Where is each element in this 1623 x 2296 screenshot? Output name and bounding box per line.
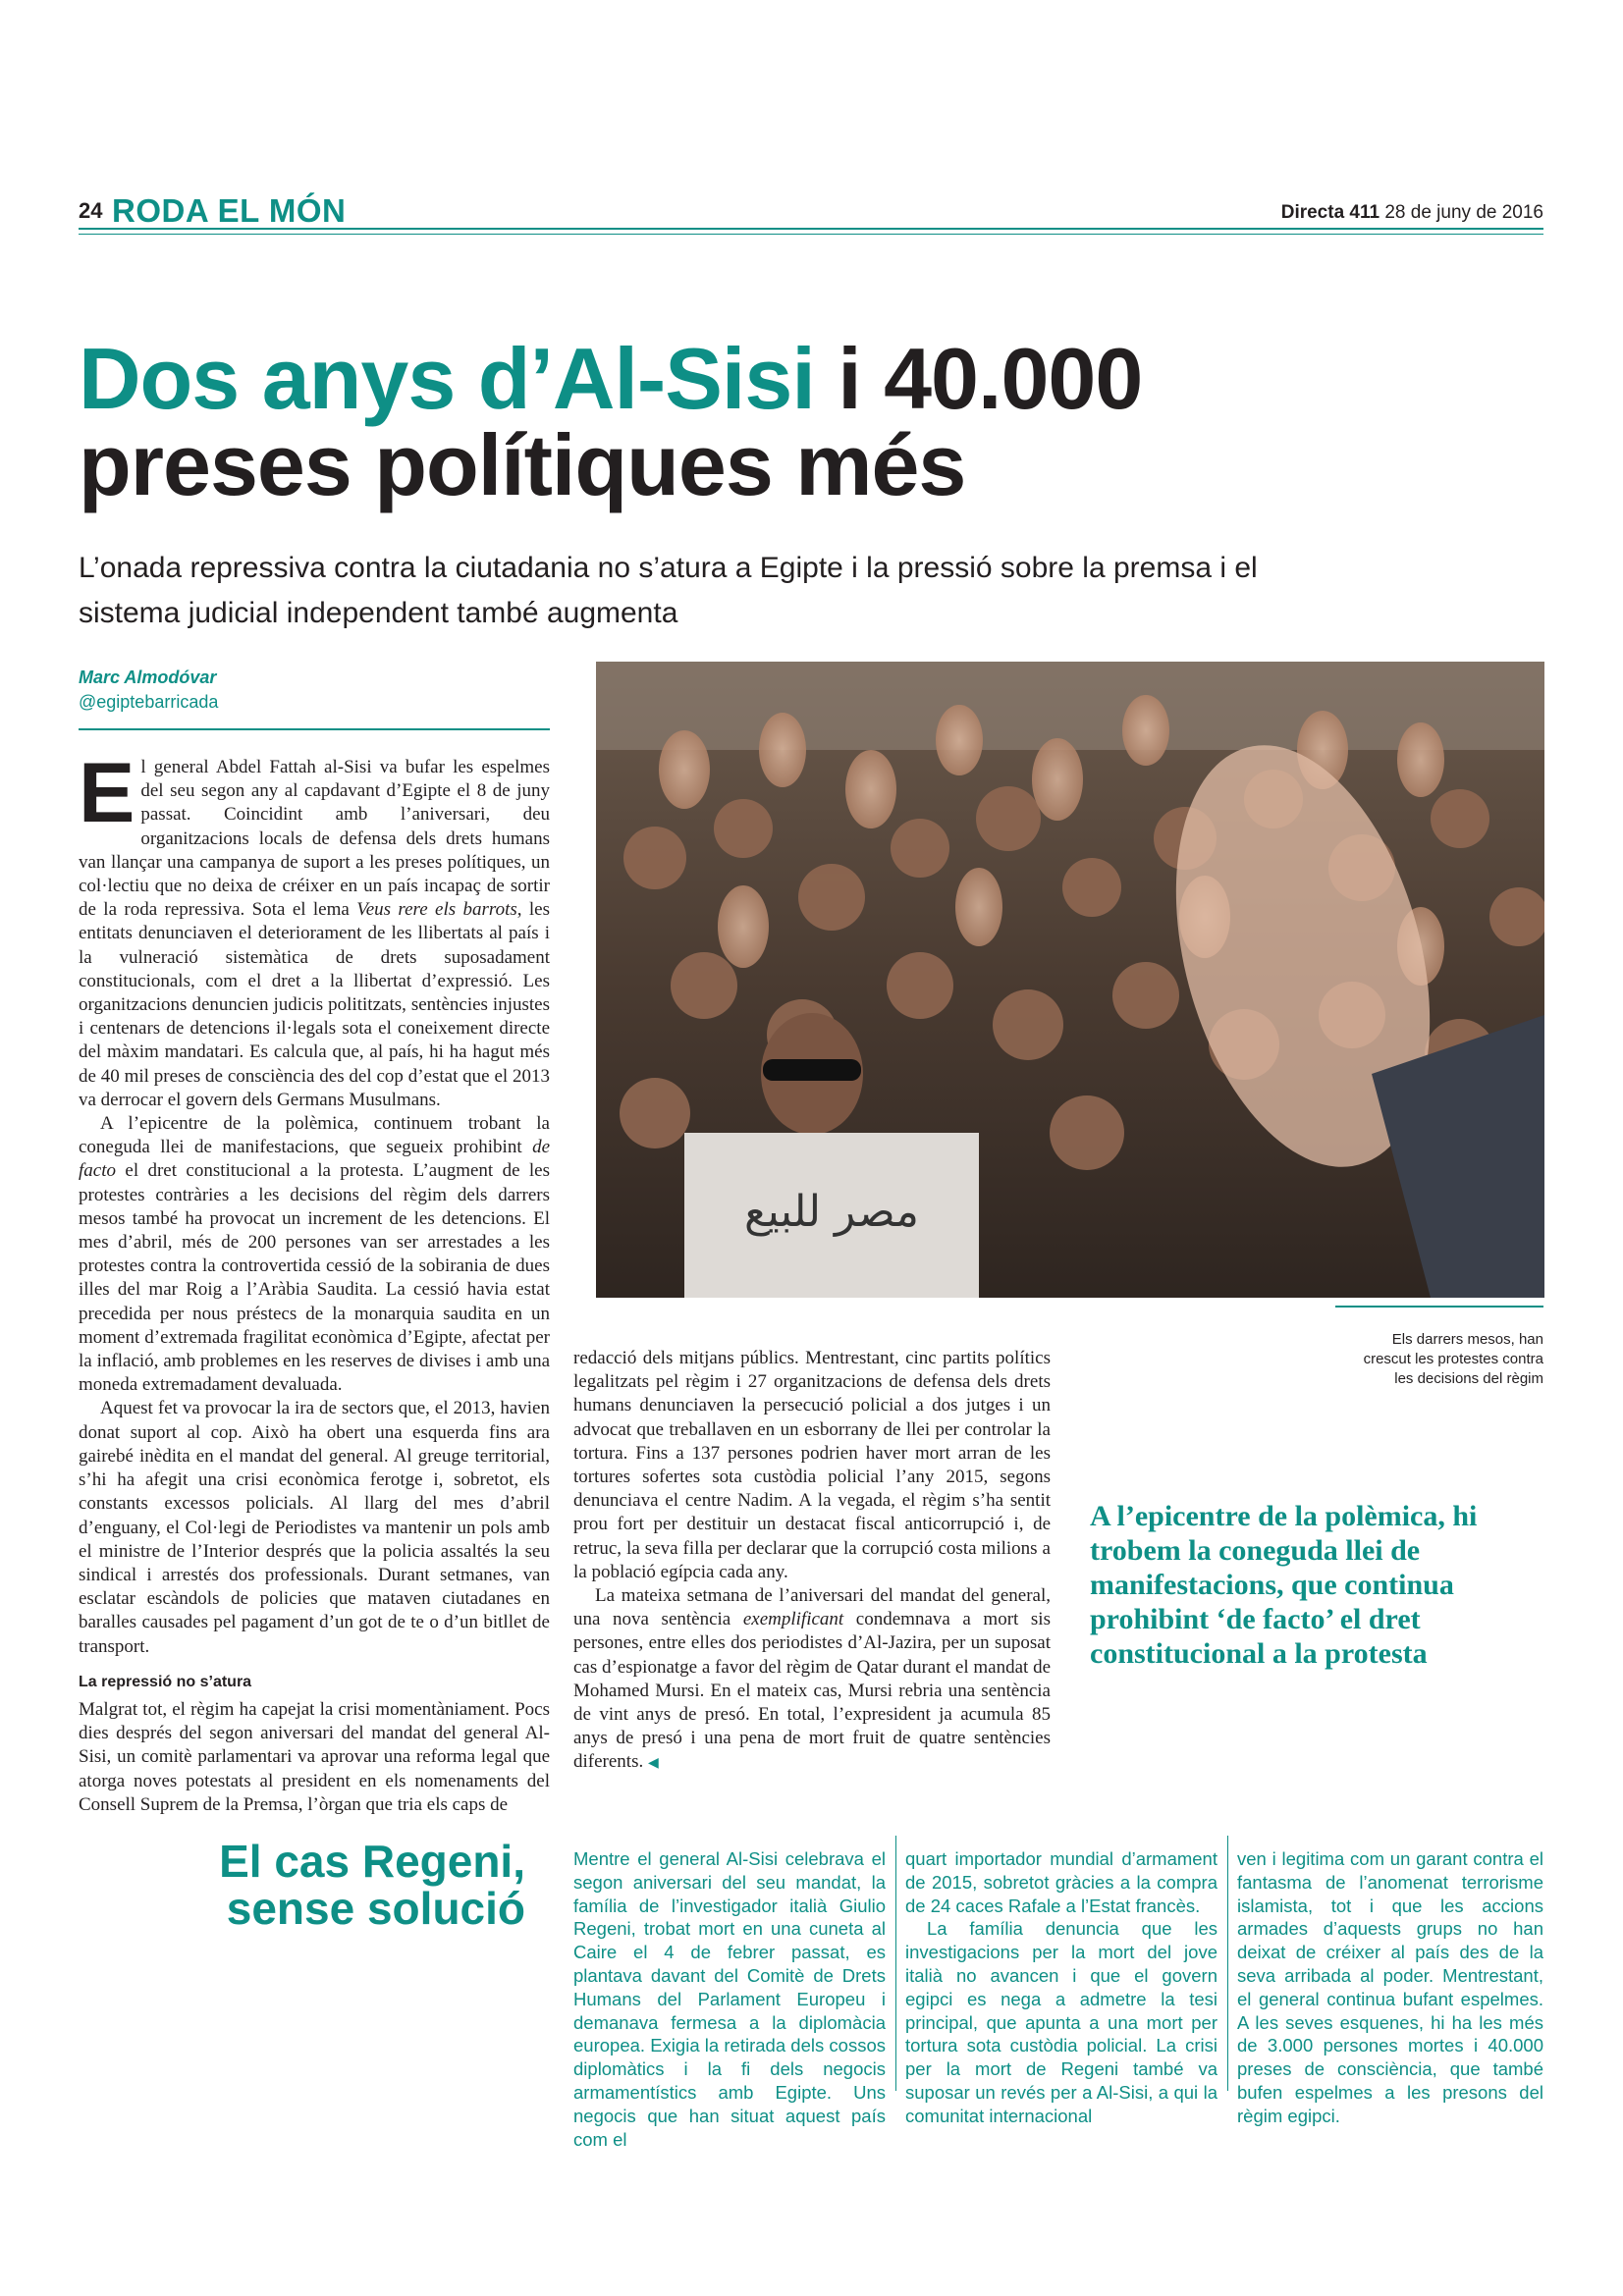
- pull-quote: A l’epicentre de la polèmica, hi trobem la coneguda llei de manifestacions, que continua prohibint ‘de facto’ el dret constitucional a la protesta: [1090, 1500, 1478, 1670]
- issue-date: 28 de juny de 2016: [1384, 202, 1543, 223]
- page-number: 24: [79, 198, 103, 223]
- byline-rule: [79, 728, 550, 730]
- author-name: Marc Almodóvar: [79, 667, 217, 687]
- header-rule-thin: [79, 234, 1543, 235]
- box-paragraph: Mentre el general Al-Sisi celebrava el segon aniversari del seu mandat, la família de l’investigador italià Giulio Regeni, trobat mort en una cuneta al Caire el 4 de febrer passat, es plantava davant del Comitè de Drets Humans del Parlament Europeu i demanava fermesa a la diplomàcia europea. Exigia la retirada dels cossos diplomàtics i la fi dels negocis armamentístics amb Egipte. Uns negocis que han situat aquest país com el: [573, 1848, 886, 2150]
- box-column-2: [905, 1847, 1217, 2128]
- box-column-3: [1237, 1847, 1543, 2128]
- body-paragraph: El general Abdel Fattah al-Sisi va bufar les espelmes del seu segon any al capdavant d’Egipte el 8 de juny passat. Coincidint amb l’aniversari, deu organitzacions locals de defensa dels drets humans van llançar una campanya de suport a les preses polítiques, un col·lectiu que no deixa de créixer en un país incapaç de sortir de la roda repressiva. Sota el lema Veus rere els barrots, les entitats denunciaven el deteriorament de les llibertats al país i la vulneració sistemàtica de drets suposadament constitucionals, com el dret a la llibertat d’expressió. Les organitzacions denuncien judicis polititzats, sentències injustes i centenars de detencions il·legals sota el coneixement directe del màxim mandatari. Es calcula que, al país, hi ha hagut més de 40 mil preses de consciència des del cop d’estat que el 2013 va derrocar el govern dels Germans Musulmans.: [79, 746, 551, 1110]
- body-paragraph: A l’epicentre de la polèmica, continuem trobant la coneguda llei de manifestacions, que segueix prohibint de facto el dret constitucional a la protesta. L’augment de les protestes contràries a les decisions del règim dels darrers mesos també ha provocat un increment de les detencions. El mes d’abril, més de 200 persones van ser arrestades a les protestes contra la controvertida cessió de la sobirania de dues illes del mar Roig a l’Aràbia Saudita. La cessió havia estat precedida per nous préstecs de la monarquia saudita en un moment d’extremada fragilitat econòmica d’Egipte, afectat per la inflació, amb problemes en les reserves de divises i amb una moneda extremadament devaluada.: [79, 1113, 550, 1396]
- box-paragraph: ven i legitima com un garant contra el fantasma de l’anomenat terrorisme islamista, tot i que les accions armades d’aquests grups no han deixat de créixer al país des de la seva arribada al poder. Mentrestant, el general continua bufant espelmes. A les seves esquenes, hi ha les més de 3.000 persones mortes i 40.000 preses de consciència, que també bufen espelmes a les presons del règim egipci.: [1237, 1848, 1543, 2126]
- issue-info: [1281, 202, 1543, 224]
- body-paragraph: redacció dels mitjans públics. Mentrestant, cinc partits polítics legalitzats pel règim i 27 organitzacions de defensa dels drets humans denunciaven la persecució policial a dos jutges i un advocat que treballaven en un esborrany de llei per controlar la tortura. Fins a 137 persones podrien haver mort arran de les tortures sofertes sota custòdia policial l’any 2015, segons denunciava el centre Nadim. A la vegada, el règim s’ha sentit prou fort per destituir un destacat fiscal anticorrupció i, de retruc, la seva filla per declarar que la corrupció costa milions a la població egípcia cada any.: [573, 1348, 1051, 1582]
- box-column-1: [573, 1847, 886, 2151]
- standfirst: L’onada repressiva contra la ciutadania no s’atura a Egipte i la pressió sobre la premsa i el sistema judicial independent també augmenta: [79, 552, 1258, 629]
- headline: [79, 330, 1453, 513]
- caption-rule: [1335, 1306, 1543, 1308]
- subheading: La repressió no s’atura: [79, 1673, 252, 1690]
- body-paragraph: Aquest fet va provocar la ira de sectors que, el 2013, havien donat suport al cop. Això ha obert una esquerda fins ara gairebé inèdita en el mandat del general. Al greuge territorial, s’hi ha afegit una crisi econòmica ferotge i, sobretot, els constants excessos policials. Al llarg del mes d’abril d’enguany, el Col·legi de Periodistes va mantenir un pols amb el ministre de l’Interior després que la policia assaltés la seu sindical i arrestés dos professionals. Durant setmanes, van esclatar escàndols de policies que mataven ciutadanes en baralles causades pel pagament d’un got de te o d’un bitllet de transport.: [79, 1398, 550, 1657]
- box-title: El cas Regeni, sense solució: [219, 1836, 525, 1934]
- body-column-2: [573, 1347, 1051, 1777]
- protest-sign-text: مصر للبيع: [744, 1187, 919, 1237]
- column-divider: [895, 1836, 896, 2091]
- headline-line-2: preses polítiques més: [79, 416, 966, 513]
- header-rule: [79, 228, 1543, 230]
- author-handle[interactable]: @egiptebarricada: [79, 692, 219, 712]
- headline-highlight: Dos anys d’Al-Sisi: [79, 330, 815, 427]
- body-column-1: [79, 746, 551, 1817]
- photo-caption: Els darrers mesos, han crescut les protestes contra les decisions del règim: [1363, 1331, 1543, 1387]
- box-paragraph: La família denuncia que les investigacions per la mort del jove italià no avancen i que el govern egipci es nega a admetre la tesi principal, que apunta a una mort per tortura sota custòdia policial. La crisi per la mort de Regeni també va suposar un revés per a Al-Sisi, a qui la comunitat internacional: [905, 1918, 1217, 2126]
- body-paragraph: La mateixa setmana de l’aniversari del mandat del general, una nova sentència exemplificant condemnava a mort sis persones, entre elles dos periodistes d’Al-Jazira, per un suposat cas d’espionatge a favor del règim de Qatar durant el mandat de Mohamed Mursi. En el mateix cas, Mursi rebria una sentència de vint anys de presó. En total, l’expresident ja acumula 85 anys de presó i una pena de mort fruit de quatre sentències diferents. ◀: [573, 1585, 1051, 1773]
- body-paragraph: Malgrat tot, el règim ha capejat la crisi momentàniament. Pocs dies després del segon aniversari del mandat del general Al-Sisi, un comitè parlamentari va aprovar una reforma legal que atorga noves potestats al president en els nomenaments del Consell Suprem de la Premsa, l’òrgan que tria els caps de: [79, 1698, 550, 1815]
- headline-part: i 40.000: [814, 330, 1143, 427]
- protest-photo: [596, 662, 1544, 1298]
- publication-name: Directa 411: [1280, 202, 1380, 223]
- box-paragraph: quart importador mundial d’armament de 2015, sobretot gràcies a la compra de 24 caces Rafale a l’Estat francès.: [905, 1848, 1217, 1916]
- drop-cap: E: [79, 746, 135, 840]
- end-mark-icon: ◀: [647, 1756, 659, 1772]
- section-name: RODA EL MÓN: [112, 192, 347, 229]
- column-divider: [1227, 1836, 1228, 2091]
